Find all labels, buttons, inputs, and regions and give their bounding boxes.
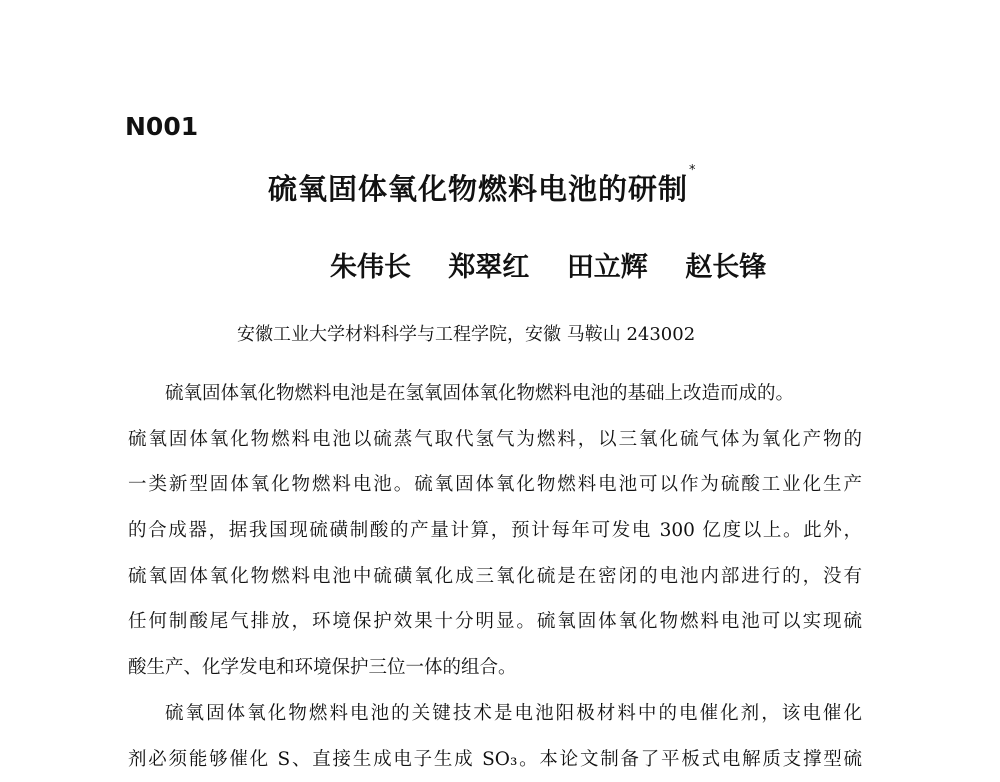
paper-title	[268, 163, 697, 208]
body-line: 硫氧固体氧化物燃料电池以硫蒸气取代氢气为燃料，以三氧化硫气体为氧化产物的	[128, 428, 862, 450]
body-line: 任何制酸尾气排放，环境保护效果十分明显。硫氧固体氧化物燃料电池可以实现硫	[128, 611, 862, 633]
title-footnote-mark: *	[689, 163, 697, 178]
author-name: 田立辉	[566, 252, 648, 283]
body-line: 硫氧固体氧化物燃料电池中硫磺氧化成三氧化硫是在密闭的电池内部进行的，没有	[128, 565, 862, 587]
body-line: 的合成器，据我国现硫磺制酸的产量计算，预计每年可发电 300 亿度以上。此外，	[128, 520, 862, 542]
body-line-partial: 剂必须能够催化 S、直接生成电子生成 SO₃。本论文制备了平板式电解质支撑型硫	[128, 748, 862, 770]
affiliation: 安徽工业大学材料科学与工程学院，安徽 马鞍山 243002	[237, 324, 696, 345]
author-list	[330, 245, 766, 284]
body-line: 硫氧固体氧化物燃料电池的关键技术是电池阳极材料中的电催化剂，该电催化	[165, 702, 862, 724]
abstract-body	[128, 371, 862, 770]
body-line: 硫氧固体氧化物燃料电池是在氢氧固体氧化物燃料电池的基础上改造而成的。	[165, 383, 795, 404]
author-name: 赵长锋	[685, 252, 767, 283]
body-line: 酸生产、化学发电和环境保护三位一体的组合。	[128, 657, 517, 679]
paper-title-text: 硫氧固体氧化物燃料电池的研制	[268, 172, 689, 206]
author-name: 朱伟长	[330, 252, 411, 283]
body-line: 一类新型固体氧化物燃料电池。硫氧固体氧化物燃料电池可以作为硫酸工业化生产	[128, 474, 862, 496]
paper-code: N001	[125, 112, 199, 141]
author-name: 郑翠红	[448, 252, 530, 283]
